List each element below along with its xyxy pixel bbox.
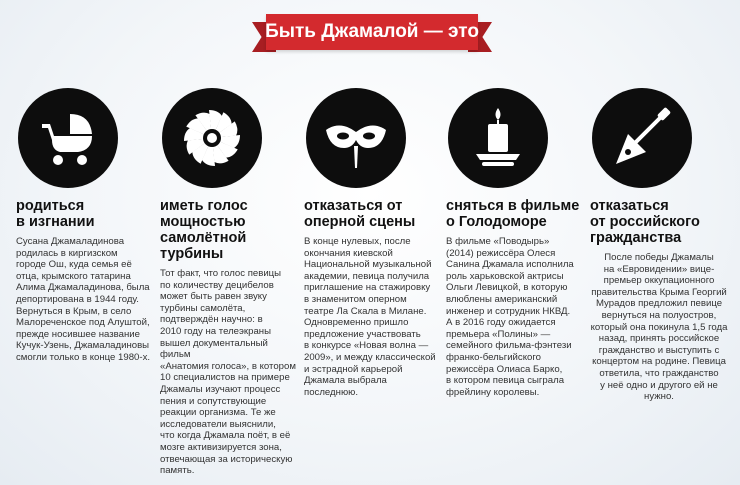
column-film <box>446 88 584 398</box>
column-opera <box>304 88 442 398</box>
column-exile <box>16 88 154 364</box>
icon-circle <box>306 88 406 188</box>
banner-title: Быть Джамалой — это <box>266 14 478 50</box>
title-banner <box>252 14 492 56</box>
turbine-icon <box>176 102 248 174</box>
column-text: Сусана Джамаладинова родилась в киргизском городе Ош, куда семья её отца, крымского татарина Алима Джамаладинова, была депортирована в 1944 году. Вернуться в Крым, в село Малореченское под Алуштой, прежде носившее название Кучук-Узень, Джамаладиновы смогли только в конце 1980-х. <box>16 236 151 363</box>
column-text: После победы Джамалы на «Евровидении» вице- премьер оккупационного правительства Крыма Георгий Мурадов предложил певице вернуться на полуостров, который она покинула 1,5 года назад, принять российское гражданство и выступить с концертом на родине. Певица ответила, что гражданство у неё одно и другого ей не нужно. <box>590 252 728 403</box>
candle-icon <box>462 102 534 174</box>
mask-icon <box>320 102 392 174</box>
column-heading: отказаться от российского гражданства <box>590 198 700 246</box>
icon-circle <box>448 88 548 188</box>
column-text: В конце нулевых, после окончания киевской Национальной музыкальной академии, певица получила приглашение на стажировку в знаменитом оперном театре Ла Скала в Милане. Одновременно пришло предложение участвовать в конкурсе «Новая волна — 2009», и между классической и эстрадной карьерой Джамала выбрала последнюю. <box>304 236 436 398</box>
icon-circle <box>592 88 692 188</box>
column-text: Тот факт, что голос певицы по количеству децибелов может быть равен звуку турбины самолёта, подтверждён научно: в 2010 году на телеэкраны вышел документальный фильм «Анатомия голоса», в котором 10 специалистов на примере Джамалы изучают процесс пения и сопутствующие реакции организма. Те же исследователи выяснили, что когда Джамала поёт, в её мозге активизируется зона, отвечающая за историческую память. <box>160 268 296 477</box>
column-heading: отказаться от оперной сцены <box>304 198 416 230</box>
column-voice <box>160 88 298 477</box>
icon-circle <box>18 88 118 188</box>
column-heading: родиться в изгнании <box>16 198 95 230</box>
balalaika-icon <box>606 102 678 174</box>
column-citizenship <box>590 88 728 403</box>
column-text: В фильме «Поводырь» (2014) режиссёра Олеся Санина Джамала исполнила роль харьковской актрисы Ольги Левицкой, в которую влюблены американский инженер и сотрудник НКВД. А в 2016 году ожидается премьера «Полины» — семейного фильма-фэнтези франко-бельгийского режиссёра Олиаса Барко, в котором певица сыграла фрейлину королевы. <box>446 236 574 398</box>
baby-stroller-icon <box>32 102 104 174</box>
column-heading: иметь голос мощностью самолётной турбины <box>160 198 248 262</box>
icon-circle <box>162 88 262 188</box>
column-heading: сняться в фильме о Голодоморе <box>446 198 580 230</box>
